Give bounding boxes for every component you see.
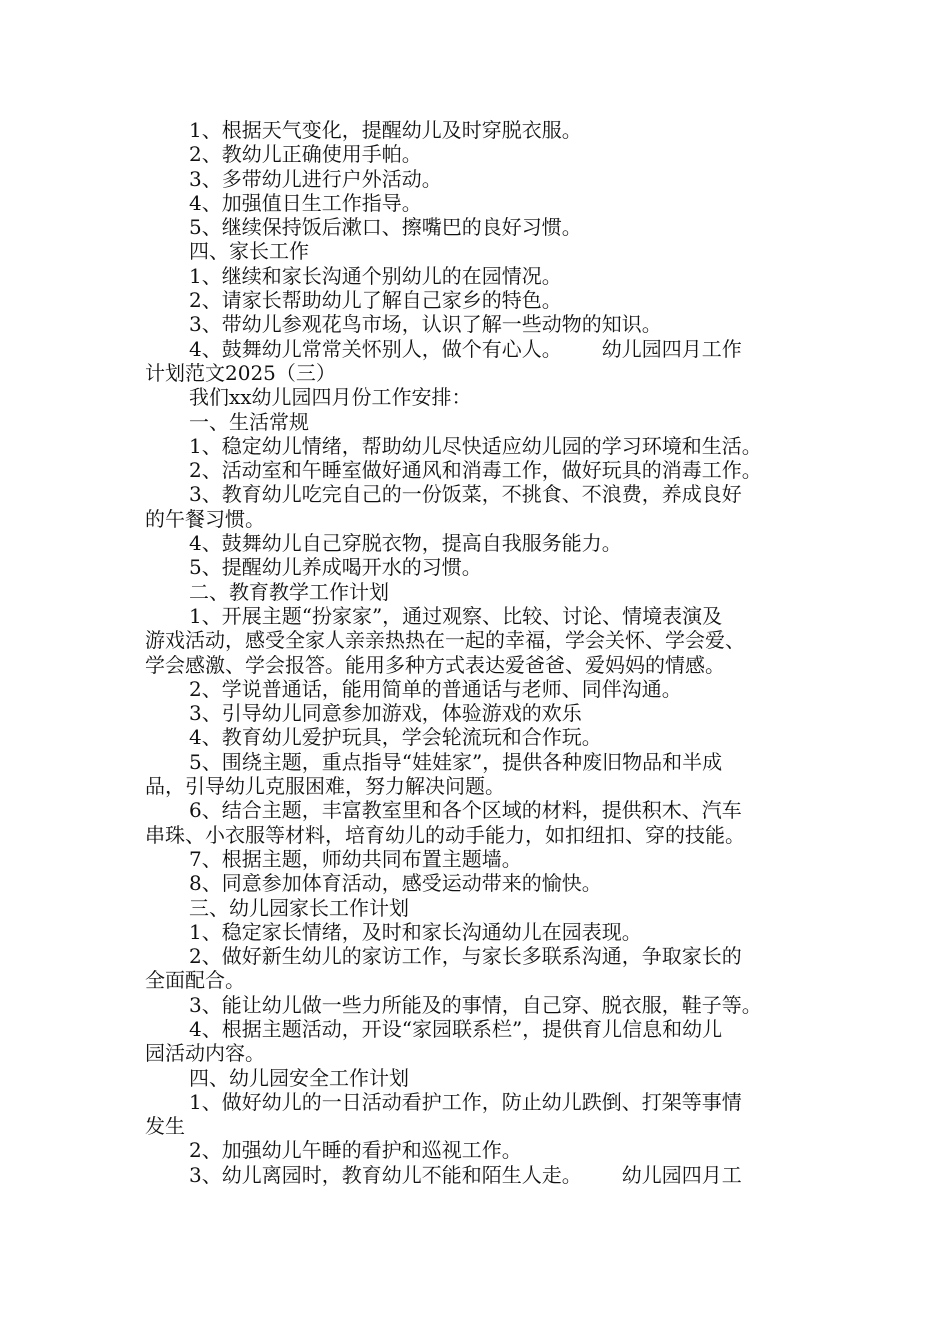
text-line: 2、加强幼儿午睡的看护和巡视工作。	[189, 1138, 522, 1163]
text-line: 串珠、小衣服等材料，培育幼儿的动手能力，如扣纽扣、穿的技能。	[145, 822, 745, 847]
text-line: 品，引导幼儿克服困难，努力解决问题。	[145, 774, 505, 799]
text-line: 7、根据主题，师幼共同布置主题墙。	[189, 846, 522, 871]
text-line: 学会感激、学会报答。能用多种方式表达爱爸爸、爱妈妈的情感。	[145, 652, 725, 677]
doc-title-part: 计划范文2025（三）	[145, 360, 336, 385]
text-line: 6、结合主题，丰富教室里和各个区域的材料，提供积木、汽车	[189, 798, 742, 823]
section-heading: 四、家长工作	[189, 239, 309, 264]
text-line: 2、学说普通话，能用简单的普通话与老师、同伴沟通。	[189, 676, 682, 701]
text-line: 4、教育幼儿爱护玩具，学会轮流玩和合作玩。	[189, 725, 602, 750]
text-line: 全面配合。	[145, 968, 245, 993]
text-line: 4、加强值日生工作指导。	[189, 190, 422, 215]
text-line: 8、同意参加体育活动，感受运动带来的愉快。	[189, 871, 602, 896]
text-line: 5、围绕主题，重点指导“娃娃家”，提供各种废旧物品和半成	[189, 749, 723, 774]
section-heading: 二、教育教学工作计划	[189, 579, 389, 604]
text-line: 1、根据天气变化，提醒幼儿及时穿脱衣服。	[189, 118, 582, 142]
text-line: 4、鼓舞幼儿自己穿脱衣物，提高自我服务能力。	[189, 531, 622, 556]
section-heading: 一、生活常规	[189, 409, 309, 434]
text-line: 1、稳定幼儿情绪，帮助幼儿尽快适应幼儿园的学习环境和生活。	[189, 433, 762, 458]
text-line: 游戏活动，感受全家人亲亲热热在一起的幸福，学会关怀、学会爱、	[145, 628, 745, 653]
text-line: 1、做好幼儿的一日活动看护工作，防止幼儿跌倒、打架等事情	[189, 1089, 742, 1114]
text-line: 1、稳定家长情绪，及时和家长沟通幼儿在园表现。	[189, 919, 642, 944]
text-line: 2、请家长帮助幼儿了解自己家乡的特色。	[189, 288, 562, 313]
text-line: 2、活动室和午睡室做好通风和消毒工作，做好玩具的消毒工作。	[189, 458, 762, 483]
text-line: 1、开展主题“扮家家”，通过观察、比较、讨论、情境表演及	[189, 603, 723, 628]
text-line: 4、鼓舞幼儿常常关怀别人，做个有心人。 幼儿园四月工作	[189, 336, 742, 361]
document-body	[0, 118, 950, 1187]
text-line: 发生	[145, 1114, 185, 1139]
text-line: 2、做好新生幼儿的家访工作，与家长多联系沟通，争取家长的	[189, 944, 742, 969]
text-line: 3、教育幼儿吃完自己的一份饭菜，不挑食、不浪费，养成良好	[189, 482, 742, 507]
text-line: 2、教幼儿正确使用手帕。	[189, 142, 422, 167]
text-line: 4、根据主题活动，开设“家园联系栏”，提供育儿信息和幼儿	[189, 1016, 723, 1041]
text-line: 我们xx幼儿园四月份工作安排：	[189, 385, 472, 410]
doc-title-part: 幼儿园四月工作	[601, 336, 742, 361]
text-line: 3、幼儿离园时，教育幼儿不能和陌生人走。 幼儿园四月工	[189, 1162, 742, 1187]
text-line: 3、引导幼儿同意参加游戏，体验游戏的欢乐	[189, 701, 582, 726]
doc-title-part: 幼儿园四月工	[621, 1162, 742, 1187]
text-line: 3、能让幼儿做一些力所能及的事情，自己穿、脱衣服，鞋子等。	[189, 992, 762, 1017]
text-line: 的午餐习惯。	[145, 506, 265, 531]
section-heading: 四、幼儿园安全工作计划	[189, 1065, 409, 1090]
text-line: 5、提醒幼儿养成喝开水的习惯。	[189, 555, 482, 580]
text-line: 3、多带幼儿进行户外活动。	[189, 166, 442, 191]
text-line: 5、继续保持饭后漱口、擦嘴巴的良好习惯。	[189, 215, 582, 240]
section-heading: 三、幼儿园家长工作计划	[189, 895, 409, 920]
text-line: 1、继续和家长沟通个别幼儿的在园情况。	[189, 263, 562, 288]
text-line: 3、带幼儿参观花鸟市场，认识了解一些动物的知识。	[189, 312, 662, 337]
text-line: 园活动内容。	[145, 1041, 265, 1066]
